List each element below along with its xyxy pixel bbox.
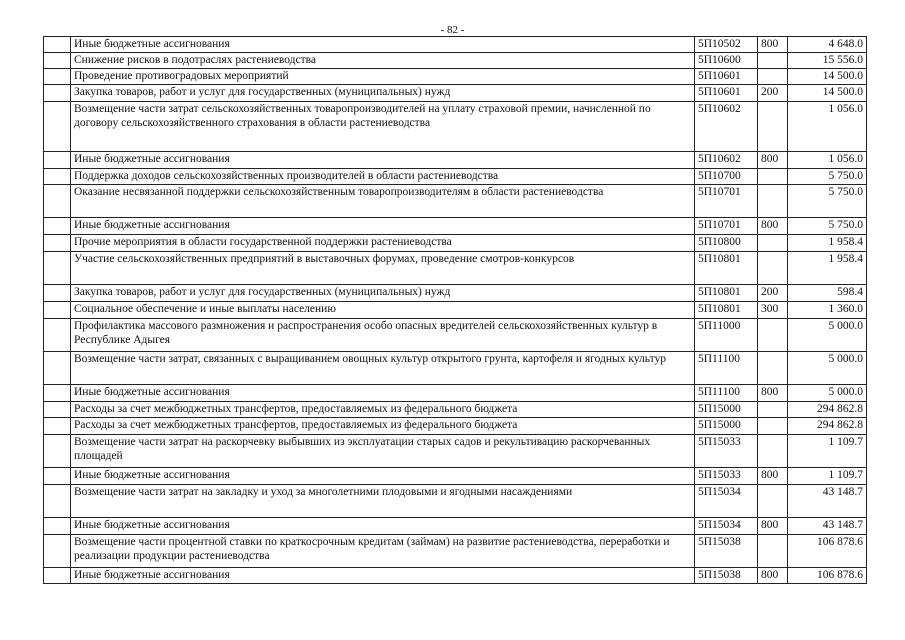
row-blank-cell	[44, 352, 71, 385]
row-name-cell: Возмещение части затрат на закладку и уход за многолетними плодовыми и ягодными насаждениями	[71, 485, 695, 518]
row-code-cell: 5П10502	[695, 37, 758, 53]
row-kind-cell	[758, 53, 788, 69]
row-blank-cell	[44, 218, 71, 235]
row-kind-cell	[758, 352, 788, 385]
row-kind-cell: 800	[758, 152, 788, 169]
row-amount-cell: 14 500.0	[788, 69, 867, 85]
row-amount-cell: 5 750.0	[788, 218, 867, 235]
row-code-cell: 5П15033	[695, 468, 758, 485]
row-kind-cell	[758, 485, 788, 518]
table-row	[44, 252, 867, 285]
row-name-cell: Социальное обеспечение и иные выплаты населению	[71, 302, 695, 319]
row-blank-cell	[44, 385, 71, 402]
row-blank-cell	[44, 535, 71, 568]
row-blank-cell	[44, 69, 71, 85]
row-amount-cell: 1 056.0	[788, 152, 867, 169]
row-name-cell: Участие сельскохозяйственных предприятий в выставочных форумах, проведение смотров-конкурсов	[71, 252, 695, 285]
row-code-cell: 5П15034	[695, 485, 758, 518]
row-blank-cell	[44, 418, 71, 435]
row-blank-cell	[44, 37, 71, 53]
row-amount-cell: 5 750.0	[788, 169, 867, 185]
row-name-cell: Снижение рисков в подотраслях растениеводства	[71, 53, 695, 69]
row-amount-cell: 1 360.0	[788, 302, 867, 319]
row-blank-cell	[44, 319, 71, 352]
row-kind-cell	[758, 185, 788, 218]
row-name-cell: Иные бюджетные ассигнования	[71, 518, 695, 535]
row-blank-cell	[44, 568, 71, 584]
row-blank-cell	[44, 302, 71, 319]
row-code-cell: 5П10602	[695, 152, 758, 169]
row-name-cell: Оказание несвязанной поддержки сельскохозяйственным товаропроизводителям в области растениеводства	[71, 185, 695, 218]
row-code-cell: 5П15033	[695, 435, 758, 468]
row-code-cell: 5П10800	[695, 235, 758, 252]
row-code-cell: 5П10801	[695, 302, 758, 319]
row-code-cell: 5П10601	[695, 69, 758, 85]
row-amount-cell: 1 109.7	[788, 435, 867, 468]
row-amount-cell: 5 000.0	[788, 352, 867, 385]
row-name-cell: Закупка товаров, работ и услуг для государственных (муниципальных) нужд	[71, 85, 695, 102]
row-blank-cell	[44, 485, 71, 518]
row-kind-cell	[758, 402, 788, 418]
row-blank-cell	[44, 235, 71, 252]
row-kind-cell: 200	[758, 285, 788, 302]
row-kind-cell	[758, 535, 788, 568]
row-amount-cell: 294 862.8	[788, 418, 867, 435]
row-code-cell: 5П11100	[695, 352, 758, 385]
row-kind-cell: 800	[758, 385, 788, 402]
row-blank-cell	[44, 402, 71, 418]
row-blank-cell	[44, 435, 71, 468]
row-blank-cell	[44, 252, 71, 285]
row-name-cell: Расходы за счет межбюджетных трансфертов, предоставляемых из федерального бюджета	[71, 402, 695, 418]
row-kind-cell	[758, 435, 788, 468]
row-kind-cell: 800	[758, 518, 788, 535]
row-blank-cell	[44, 152, 71, 169]
row-code-cell: 5П10700	[695, 169, 758, 185]
row-blank-cell	[44, 169, 71, 185]
row-kind-cell	[758, 235, 788, 252]
row-amount-cell: 106 878.6	[788, 568, 867, 584]
table-row	[44, 152, 867, 169]
row-name-cell: Возмещение части затрат на раскорчевку выбывших из эксплуатации старых садов и рекультивацию раскорчеванных площадей	[71, 435, 695, 468]
row-code-cell: 5П15000	[695, 402, 758, 418]
row-code-cell: 5П10801	[695, 252, 758, 285]
row-code-cell: 5П10600	[695, 53, 758, 69]
row-name-cell: Иные бюджетные ассигнования	[71, 218, 695, 235]
row-amount-cell: 1 958.4	[788, 252, 867, 285]
row-kind-cell	[758, 252, 788, 285]
row-kind-cell: 800	[758, 568, 788, 584]
table-row	[44, 435, 867, 468]
table-row	[44, 53, 867, 69]
table-row	[44, 85, 867, 102]
row-amount-cell: 106 878.6	[788, 535, 867, 568]
table-row	[44, 302, 867, 319]
row-kind-cell	[758, 169, 788, 185]
table-row	[44, 285, 867, 302]
row-code-cell: 5П11100	[695, 385, 758, 402]
row-name-cell: Проведение противоградовых мероприятий	[71, 69, 695, 85]
row-kind-cell	[758, 102, 788, 152]
row-name-cell: Иные бюджетные ассигнования	[71, 37, 695, 53]
row-amount-cell: 1 109.7	[788, 468, 867, 485]
row-name-cell: Прочие мероприятия в области государственной поддержки растениеводства	[71, 235, 695, 252]
row-name-cell: Поддержка доходов сельскохозяйственных производителей в области растениеводства	[71, 169, 695, 185]
table-row	[44, 352, 867, 385]
table-row	[44, 402, 867, 418]
row-blank-cell	[44, 518, 71, 535]
row-blank-cell	[44, 102, 71, 152]
row-name-cell: Возмещение части затрат, связанных с выращиванием овощных культур открытого грунта, картофеля и ягодных культур	[71, 352, 695, 385]
table-row	[44, 485, 867, 518]
row-code-cell: 5П15038	[695, 535, 758, 568]
row-code-cell: 5П15034	[695, 518, 758, 535]
row-code-cell: 5П11000	[695, 319, 758, 352]
table-row	[44, 69, 867, 85]
row-code-cell: 5П10602	[695, 102, 758, 152]
row-name-cell: Возмещение части процентной ставки по краткосрочным кредитам (займам) на развитие растениеводства, переработки и реализации продукции растениеводства	[71, 535, 695, 568]
row-kind-cell	[758, 418, 788, 435]
row-blank-cell	[44, 185, 71, 218]
row-amount-cell: 14 500.0	[788, 85, 867, 102]
row-name-cell: Закупка товаров, работ и услуг для государственных (муниципальных) нужд	[71, 285, 695, 302]
table-row	[44, 169, 867, 185]
table-row	[44, 385, 867, 402]
row-code-cell: 5П10701	[695, 218, 758, 235]
page-number: - 82 -	[440, 24, 465, 36]
row-kind-cell	[758, 319, 788, 352]
row-name-cell: Иные бюджетные ассигнования	[71, 568, 695, 584]
table-row	[44, 418, 867, 435]
row-code-cell: 5П15000	[695, 418, 758, 435]
row-kind-cell: 800	[758, 218, 788, 235]
row-amount-cell: 43 148.7	[788, 485, 867, 518]
row-amount-cell: 43 148.7	[788, 518, 867, 535]
row-blank-cell	[44, 85, 71, 102]
table-row	[44, 468, 867, 485]
row-amount-cell: 5 000.0	[788, 385, 867, 402]
row-name-cell: Иные бюджетные ассигнования	[71, 468, 695, 485]
budget-table-body	[44, 37, 867, 584]
table-row	[44, 518, 867, 535]
table-row	[44, 218, 867, 235]
table-row	[44, 37, 867, 53]
row-blank-cell	[44, 53, 71, 69]
row-amount-cell: 1 958.4	[788, 235, 867, 252]
row-amount-cell: 5 000.0	[788, 319, 867, 352]
table-row	[44, 535, 867, 568]
row-amount-cell: 598.4	[788, 285, 867, 302]
table-row	[44, 568, 867, 584]
row-name-cell: Возмещение части затрат сельскохозяйственных товаропроизводителей на уплату страховой премии, начисленной по договору сельскохозяйственного страхования в области растениеводства	[71, 102, 695, 152]
row-code-cell: 5П15038	[695, 568, 758, 584]
table-row	[44, 185, 867, 218]
row-amount-cell: 294 862.8	[788, 402, 867, 418]
row-code-cell: 5П10701	[695, 185, 758, 218]
table-row	[44, 235, 867, 252]
row-amount-cell: 1 056.0	[788, 102, 867, 152]
table-row	[44, 102, 867, 152]
table-row	[44, 319, 867, 352]
row-kind-cell: 200	[758, 85, 788, 102]
row-amount-cell: 15 556.0	[788, 53, 867, 69]
row-name-cell: Иные бюджетные ассигнования	[71, 385, 695, 402]
row-code-cell: 5П10801	[695, 285, 758, 302]
row-blank-cell	[44, 468, 71, 485]
budget-table	[43, 36, 867, 584]
row-amount-cell: 4 648.0	[788, 37, 867, 53]
row-name-cell: Расходы за счет межбюджетных трансфертов, предоставляемых из федерального бюджета	[71, 418, 695, 435]
row-code-cell: 5П10601	[695, 85, 758, 102]
row-kind-cell: 300	[758, 302, 788, 319]
row-kind-cell: 800	[758, 37, 788, 53]
row-blank-cell	[44, 285, 71, 302]
row-kind-cell: 800	[758, 468, 788, 485]
row-amount-cell: 5 750.0	[788, 185, 867, 218]
row-kind-cell	[758, 69, 788, 85]
row-name-cell: Профилактика массового размножения и распространения особо опасных вредителей сельскохозяйственных культур в Республике Адыгея	[71, 319, 695, 352]
row-name-cell: Иные бюджетные ассигнования	[71, 152, 695, 169]
